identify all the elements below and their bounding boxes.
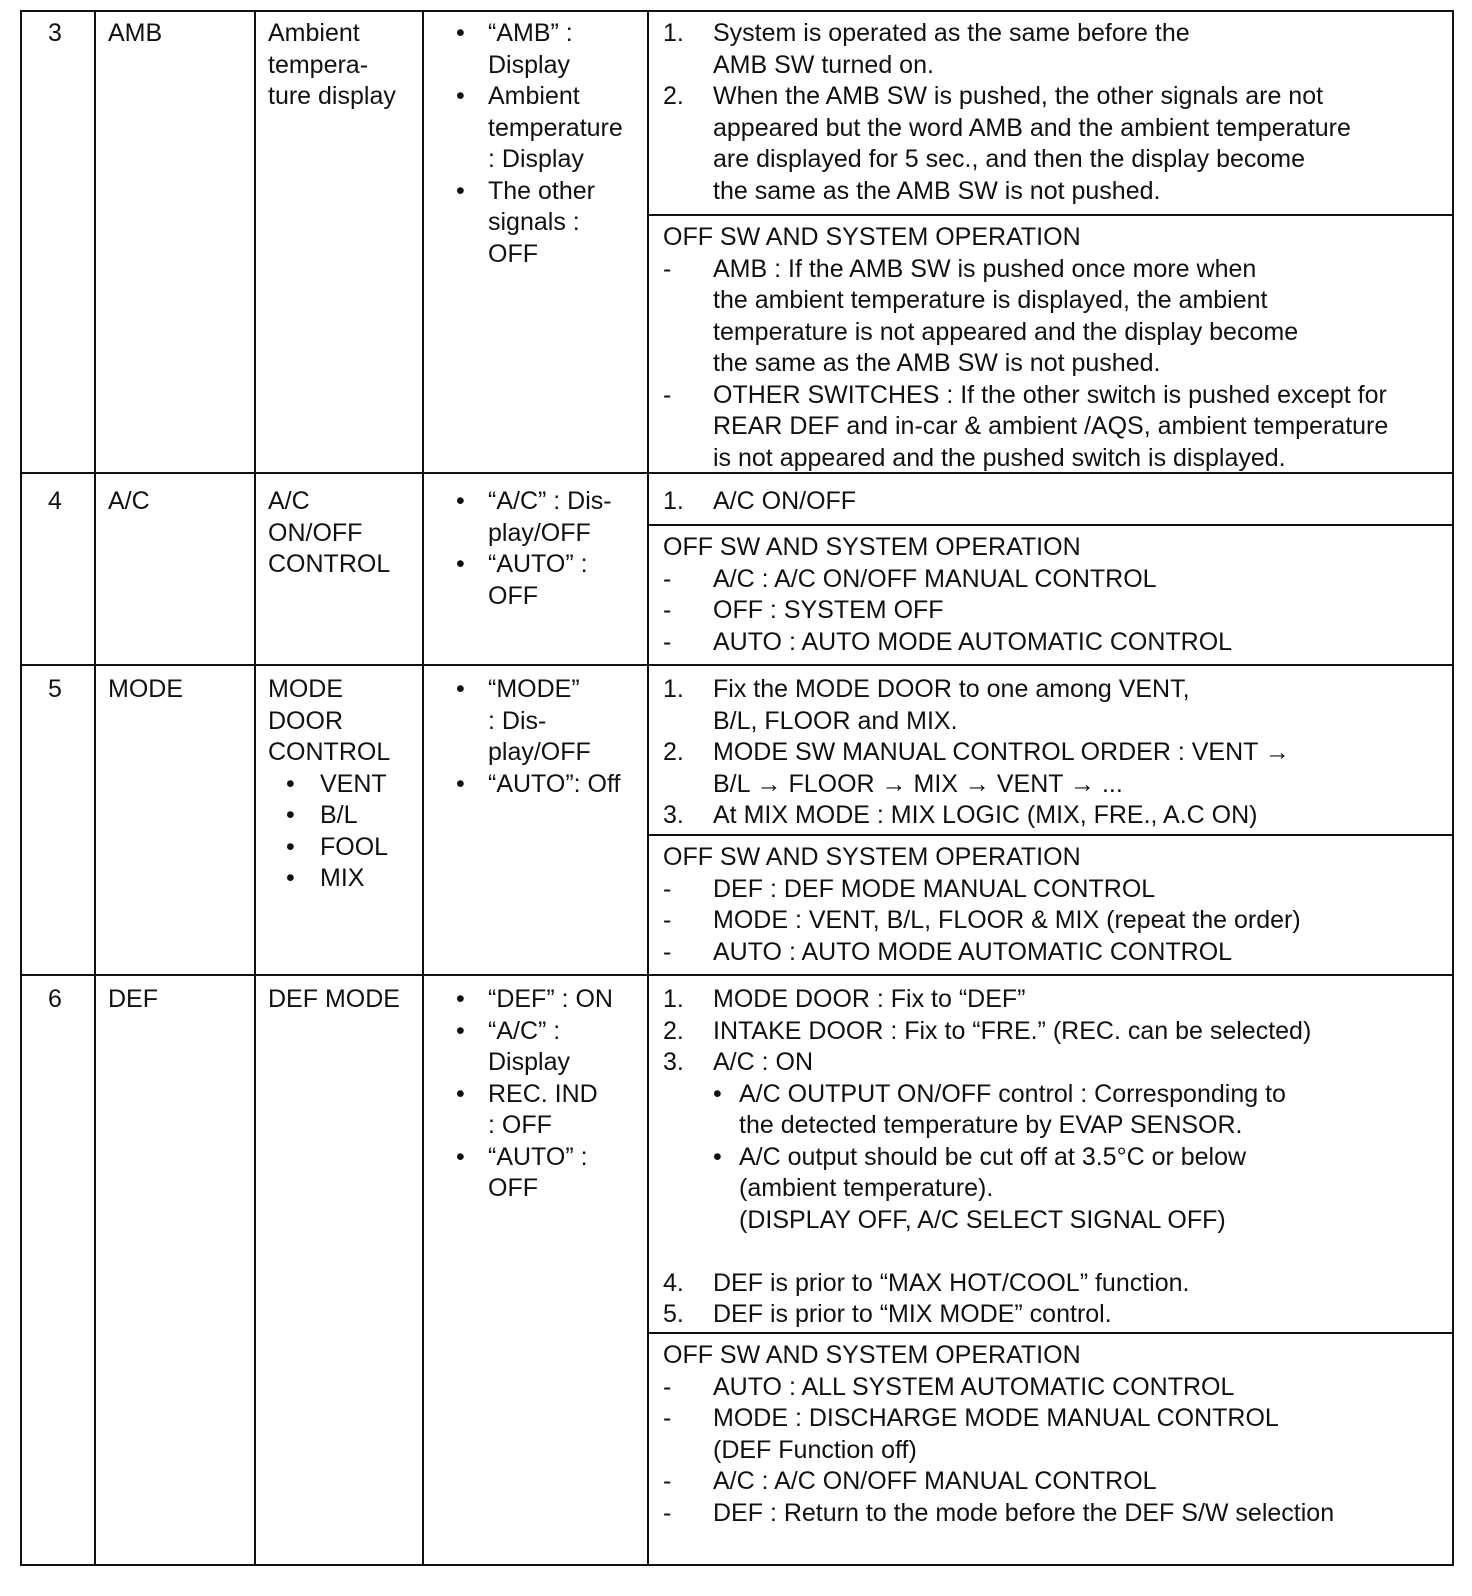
function-line: Ambient	[268, 19, 360, 47]
dash-marker: -	[663, 937, 672, 966]
function-cell	[268, 984, 400, 1016]
function-cell	[268, 18, 396, 113]
display-line: Ambient	[488, 82, 580, 110]
display-line: OFF	[488, 581, 538, 610]
function-line: CONTROL	[268, 550, 391, 578]
display-line: The other	[488, 176, 596, 205]
operation-subline: A/C output should be cut off at 3.5°C or below	[739, 1142, 1247, 1171]
operation-subline: (ambient temperature).	[739, 1174, 994, 1202]
off-sw-line: MODE : DISCHARGE MODE MANUAL CONTROL	[713, 1404, 1279, 1432]
off-sw-line: AUTO : ALL SYSTEM AUTOMATIC CONTROL	[713, 1372, 1235, 1401]
off-sw-line: is not appeared and the pushed switch is displayed.	[713, 443, 1286, 472]
operation-subline: A/C OUTPUT ON/OFF control : Corresponding to	[739, 1079, 1286, 1108]
off-sw-cell	[663, 842, 1301, 968]
item-number: 3.	[663, 801, 684, 829]
item-number: 4.	[663, 1268, 684, 1297]
off-sw-line: AUTO : AUTO MODE AUTOMATIC CONTROL	[713, 627, 1233, 656]
operation-line: MODE DOOR : Fix to “DEF”	[713, 985, 1026, 1013]
operation-subline: (DISPLAY OFF, A/C SELECT SIGNAL OFF)	[739, 1205, 1226, 1234]
dash-marker: -	[663, 254, 672, 283]
operation-line: the same as the AMB SW is not pushed.	[713, 176, 1161, 205]
display-line: Display	[488, 1048, 570, 1076]
off-sw-line: the same as the AMB SW is not pushed.	[713, 349, 1161, 377]
row-number: 4	[48, 487, 62, 515]
operation-line: At MIX MODE : MIX LOGIC (MIX, FRE., A.C ON)	[713, 801, 1258, 829]
operation-line: appeared but the word AMB and the ambient temperature	[713, 113, 1351, 142]
off-sw-line: AMB : If the AMB SW is pushed once more when	[713, 254, 1257, 283]
function-item: B/L	[320, 801, 358, 829]
section-divider	[647, 834, 1452, 836]
item-number: 1.	[663, 675, 684, 703]
display-line: signals :	[488, 208, 580, 236]
item-number: 2.	[663, 82, 684, 110]
row-divider	[22, 974, 1452, 976]
operation-line: A/C ON/OFF	[713, 487, 857, 515]
display-line: temperature	[488, 113, 623, 142]
operation-line: Fix the MODE DOOR to one among VENT,	[713, 675, 1190, 703]
display-line: play/OFF	[488, 518, 591, 547]
off-sw-line: A/C : A/C ON/OFF MANUAL CONTROL	[713, 564, 1157, 593]
operation-line: AMB SW turned on.	[713, 50, 934, 79]
function-cell: MODE DOOR CONTROL • VENT • B/L • FOOL • MIX	[268, 674, 390, 895]
operation-line: System is operated as the same before the	[713, 19, 1190, 47]
off-sw-heading: OFF SW AND SYSTEM OPERATION	[663, 843, 1081, 871]
off-sw-cell	[663, 1340, 1334, 1529]
spec-table	[20, 10, 1454, 1566]
switch-name: AMB	[108, 19, 163, 47]
item-number: 5.	[663, 1300, 684, 1328]
display-line: OFF	[488, 239, 538, 268]
column-divider	[94, 12, 96, 1564]
row-number: 3	[48, 19, 62, 47]
off-sw-line: MODE : VENT, B/L, FLOOR & MIX (repeat the order)	[713, 906, 1301, 934]
dash-marker: -	[663, 1467, 672, 1495]
display-cell: • “AMB” : Display • Ambient temperature : Display • The other signals : OFF	[456, 18, 623, 270]
off-sw-line: temperature is not appeared and the display become	[713, 317, 1299, 346]
display-line: : OFF	[488, 1111, 552, 1139]
operation-subline: the detected temperature by EVAP SENSOR.	[739, 1111, 1243, 1139]
row-number: 6	[48, 985, 62, 1013]
off-sw-heading: OFF SW AND SYSTEM OPERATION	[663, 1341, 1081, 1369]
off-sw-line: REAR DEF and in-car & ambient /AQS, ambient temperature	[713, 412, 1389, 440]
display-line: Display	[488, 50, 570, 79]
function-line: ture display	[268, 82, 396, 110]
display-line: “MODE”	[488, 675, 580, 703]
function-line: tempera-	[268, 50, 369, 79]
off-sw-line: the ambient temperature is displayed, the ambient	[713, 286, 1268, 314]
operation-cell	[663, 674, 1290, 832]
display-cell: • “A/C” : Dis- play/OFF • “AUTO” : OFF	[456, 486, 612, 612]
item-number: 1.	[663, 487, 684, 515]
operation-cell: 1. MODE DOOR : Fix to “DEF” 2. INTAKE DOOR : Fix to “FRE.” (REC. can be selected) 3. A/C : ON • A/C OUTPUT ON/OFF control : Corresponding to the detected temperature by EVAP SENSOR. • A/C output should be cut off at 3.5°C or below (ambient temperature). (DISPLAY OFF, A/C SELECT SIGNAL OFF) 4. DEF is prior to “MAX HOT/COOL” function. 5. DEF is prior to “MIX MODE” control.	[663, 984, 1311, 1331]
function-item: FOOL	[320, 832, 389, 861]
off-sw-line: DEF : DEF MODE MANUAL CONTROL	[713, 874, 1156, 903]
off-sw-cell	[663, 532, 1232, 658]
section-divider	[647, 1332, 1452, 1334]
operation-line: DEF is prior to “MIX MODE” control.	[713, 1300, 1112, 1328]
off-sw-heading: OFF SW AND SYSTEM OPERATION	[663, 223, 1081, 251]
dash-marker: -	[663, 596, 672, 624]
off-sw-line: A/C : A/C ON/OFF MANUAL CONTROL	[713, 1467, 1157, 1495]
operation-line: B/L → FLOOR → MIX → VENT → ...	[713, 769, 1123, 798]
item-number: 1.	[663, 985, 684, 1013]
function-cell	[268, 486, 390, 581]
function-line: CONTROL	[268, 738, 391, 766]
display-cell: • “MODE” : Dis- play/OFF • “AUTO”: Off	[456, 674, 620, 800]
off-sw-line: (DEF Function off)	[713, 1435, 917, 1464]
display-line: OFF	[488, 1174, 538, 1202]
item-number: 2.	[663, 738, 684, 766]
display-line: “A/C” : Dis-	[488, 487, 612, 515]
switch-name: A/C	[108, 487, 150, 515]
display-line: “A/C” :	[488, 1016, 561, 1045]
function-line: DEF MODE	[268, 985, 400, 1013]
dash-marker: -	[663, 1404, 672, 1432]
display-line: “AUTO” :	[488, 1142, 588, 1171]
dash-marker: -	[663, 906, 672, 934]
display-line: : Display	[488, 145, 584, 173]
operation-line: are displayed for 5 sec., and then the display become	[713, 145, 1306, 173]
off-sw-line: AUTO : AUTO MODE AUTOMATIC CONTROL	[713, 937, 1233, 966]
display-line: “DEF” : ON	[488, 985, 613, 1013]
item-number: 3.	[663, 1048, 684, 1076]
function-line: DOOR	[268, 706, 343, 735]
display-line: REC. IND	[488, 1079, 598, 1108]
function-line: ON/OFF	[268, 518, 363, 547]
dash-marker: -	[663, 874, 672, 903]
switch-name: DEF	[108, 985, 158, 1013]
function-line: MODE	[268, 675, 343, 703]
switch-name: MODE	[108, 675, 183, 703]
function-item: MIX	[320, 864, 365, 892]
item-number: 1.	[663, 19, 684, 47]
column-divider	[422, 12, 424, 1564]
operation-line: INTAKE DOOR : Fix to “FRE.” (REC. can be selected)	[713, 1016, 1312, 1045]
section-divider	[647, 214, 1452, 216]
display-cell: • “DEF” : ON • “A/C” : Display • REC. IND : OFF • “AUTO” : OFF	[456, 984, 613, 1205]
operation-line: DEF is prior to “MAX HOT/COOL” function.	[713, 1268, 1190, 1297]
column-divider	[254, 12, 256, 1564]
off-sw-line: OFF : SYSTEM OFF	[713, 596, 944, 624]
dash-marker: -	[663, 564, 672, 593]
operation-line: MODE SW MANUAL CONTROL ORDER : VENT →	[713, 738, 1290, 766]
off-sw-heading: OFF SW AND SYSTEM OPERATION	[663, 533, 1081, 561]
function-item: VENT	[320, 769, 387, 798]
function-line: A/C	[268, 487, 310, 515]
off-sw-line: DEF : Return to the mode before the DEF S/W selection	[713, 1498, 1335, 1527]
display-line: : Dis-	[488, 706, 547, 735]
display-line: play/OFF	[488, 738, 591, 766]
dash-marker: -	[663, 1372, 672, 1401]
operation-cell	[663, 18, 1351, 207]
display-line: “AUTO” :	[488, 550, 588, 578]
dash-marker: -	[663, 380, 672, 409]
operation-line: B/L, FLOOR and MIX.	[713, 706, 958, 735]
operation-cell	[663, 486, 856, 518]
display-line: “AMB” :	[488, 19, 573, 47]
operation-line: When the AMB SW is pushed, the other signals are not	[713, 82, 1324, 110]
dash-marker: -	[663, 1498, 672, 1527]
display-line: “AUTO”: Off	[488, 769, 621, 798]
item-number: 2.	[663, 1016, 684, 1045]
off-sw-cell	[663, 222, 1388, 474]
row-number: 5	[48, 675, 62, 703]
operation-line: A/C : ON	[713, 1048, 814, 1076]
dash-marker: -	[663, 627, 672, 656]
section-divider	[647, 524, 1452, 526]
row-divider	[22, 664, 1452, 666]
off-sw-line: OTHER SWITCHES : If the other switch is pushed except for	[713, 380, 1387, 409]
